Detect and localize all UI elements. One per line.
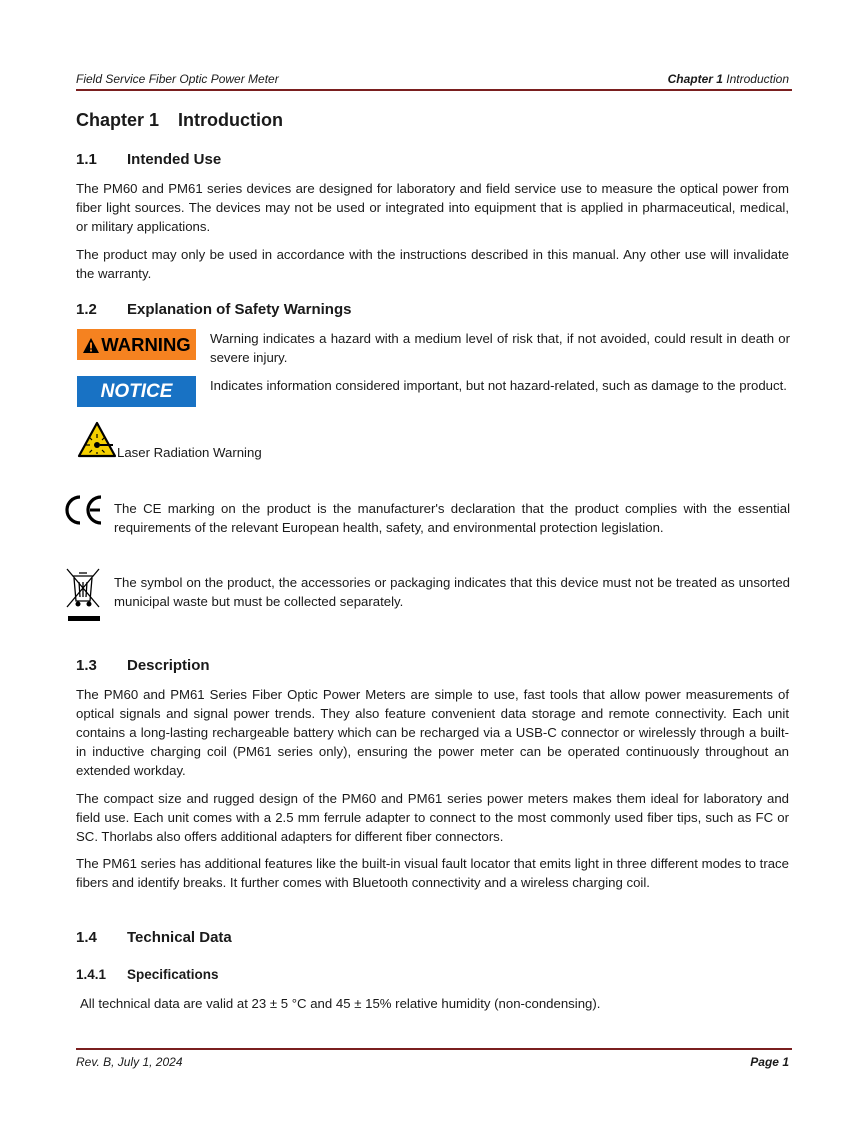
section-number: 1.2 — [76, 301, 97, 318]
laser-warning-icon — [77, 421, 117, 458]
footer-rule — [76, 1048, 792, 1050]
notice-description: Indicates information considered important, but not hazard-related, such as damage to the product. — [210, 378, 787, 393]
specifications-note: All technical data are valid at 23 ± 5 °C and 45 ± 15% relative humidity (non-condensing). — [80, 996, 601, 1011]
ce-mark-description: The CE marking on the product is the manufacturer's declaration that the product complies with the essential requirements of the relevant European health, safety, and environmental protection legislation. — [114, 501, 790, 535]
section-heading-technical-data — [76, 929, 232, 946]
header-rule — [76, 89, 792, 91]
subsection-number: 1.4.1 — [76, 967, 107, 982]
header-chapter-name: Introduction — [722, 72, 789, 86]
section-heading-description — [76, 657, 210, 674]
section-title: Intended Use — [127, 151, 222, 168]
intended-use-paragraph-1: The PM60 and PM61 series devices are designed for laboratory and field service use to measure the optical power from fiber light sources. The devices may not be used or integrated into equipment that is applied in pharmaceutical, medical, or military applications. — [76, 181, 789, 234]
chapter-title: Introduction — [178, 110, 283, 130]
section-title: Technical Data — [127, 929, 232, 946]
running-header-chapter — [668, 72, 789, 86]
subsection-title: Specifications — [127, 967, 219, 982]
ce-mark-icon — [63, 494, 105, 526]
section-number: 1.4 — [76, 929, 97, 946]
notice-label: NOTICE — [100, 381, 173, 402]
section-heading-safety-warnings — [76, 301, 351, 318]
chapter-number: Chapter 1 — [76, 110, 160, 130]
section-number: 1.1 — [76, 151, 97, 168]
section-number: 1.3 — [76, 657, 97, 674]
subsection-heading-specifications — [76, 967, 219, 982]
section-title: Explanation of Safety Warnings — [127, 301, 352, 318]
weee-description: The symbol on the product, the accessories or packaging indicates that this device must not be treated as unsorted municipal waste but must be collected separately. — [114, 575, 790, 609]
warning-description: Warning indicates a hazard with a medium level of risk that, if not avoided, could result in death or severe injury. — [210, 331, 790, 365]
section-heading-intended-use — [76, 151, 221, 168]
description-paragraph-2: The compact size and rugged design of the PM60 and PM61 series power meters makes them ideal for laboratory and field use. Each unit comes with a 2.5 mm ferrule adapter to connect to the most commonly used fiber tips, such as FC or SC. Thorlabs also offers additional adapters for different fiber connectors. — [76, 791, 789, 844]
section-title: Description — [127, 657, 210, 674]
running-header-title: Field Service Fiber Optic Power Meter — [76, 72, 279, 86]
notice-badge — [77, 376, 196, 407]
footer-revision: Rev. B, July 1, 2024 — [76, 1055, 183, 1069]
intended-use-paragraph-2: The product may only be used in accordance with the instructions described in this manual. Any other use will invalidate the warranty. — [76, 247, 789, 281]
description-paragraph-1: The PM60 and PM61 Series Fiber Optic Power Meters are simple to use, fast tools that allow power measurements of optical signals and signal power trends. They also feature convenient data storage and remote connectivity. Each unit contains a long-lasting rechargeable battery which can be recharged via a USB-C connector or wirelessly through a built-in inductive charging coil (PM61 series only), ensuring the power meter can be operated continuously throughout an extended workday. — [76, 687, 789, 778]
description-paragraph-3: The PM61 series has additional features like the built-in visual fault locator that emits light in three different modes to trace fibers and identify breaks. It further comes with Bluetooth connectivity and a wireless charging coil. — [76, 856, 789, 890]
laser-warning-label: Laser Radiation Warning — [117, 445, 262, 460]
warning-label: WARNING — [101, 334, 191, 355]
warning-triangle-icon — [82, 337, 100, 354]
footer-page-number: Page 1 — [750, 1055, 789, 1069]
warning-badge — [77, 329, 196, 360]
header-chapter-number: Chapter 1 — [667, 72, 723, 86]
weee-bin-icon — [64, 567, 102, 625]
chapter-heading — [76, 110, 283, 131]
